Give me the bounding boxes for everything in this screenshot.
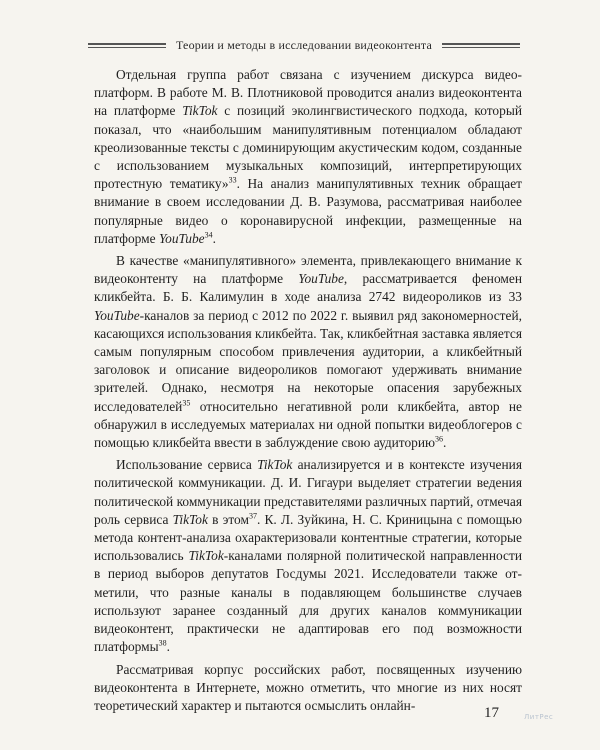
- paragraph: [94, 456, 522, 656]
- running-head: [88, 38, 520, 53]
- text-run: Использование сервиса: [116, 457, 258, 473]
- footnote-ref: 38: [158, 638, 167, 648]
- text-run: -каналов за период с 2012 по 2022 г. выявил ряд закономерностей, касающихся использования кликбейта. Так, кликбейтная заставка является самым популярным способом привлечения аудитории, а кликбейтный заголовок и описание видеороликов помогают удерживать внимание зрителей. Однако, несмотря на некоторые опасения зарубежных исследователей: [94, 307, 522, 414]
- header-rule-left: [88, 43, 166, 48]
- footnote-ref: 37: [248, 511, 257, 521]
- text-run: -каналами полярной политической направленности в период выборов депутатов Госдумы 2021. Исследователи также отметили, что разные каналы в подавляющем большинстве случаев используют заранее созданный для других каналов коммуникации видеоконтент, практически не адаптировав его под возможности платформы: [94, 548, 523, 655]
- page-number: 17: [484, 705, 499, 721]
- italic-term: TikTok: [257, 457, 293, 473]
- footnote-ref: 35: [182, 398, 191, 408]
- text-run: В качестве «манипулятивного» элемента, привлекающего внимание к видеоконтенту на платформе: [94, 253, 522, 287]
- text-run: в этом: [207, 511, 249, 527]
- header-rule-right: [442, 43, 520, 48]
- body-text: [94, 66, 522, 719]
- text-run: анализируется и в контексте изучения политической коммуникации. Д. И. Гигаури выделяет стратегии ведения политической коммуникации представителями различных партий, отмечая роль сервиса: [94, 457, 522, 527]
- text-run: .: [212, 230, 216, 246]
- footnote-ref: 34: [204, 230, 213, 240]
- text-run: .: [443, 435, 447, 451]
- text-run: с позиций эколингвистического подхода, который показал, что «наибольшим манипулятивным потенциалом обладают креолизованные тексты с доминирующим акустическим кодом, созданные с использованием музыкальных композиций, интерпретирующих протестную тематику»: [94, 103, 522, 192]
- italic-term: TikTok: [182, 103, 218, 119]
- watermark-logo: ЛитРес: [524, 713, 554, 721]
- text-run: Рассматривая корпус российских работ, посвященных изучению видеоконтента в Интернете, можно отметить, что многие из них носят теоретический характер и пытаются осмыслить онлайн-: [94, 661, 522, 713]
- text-run: . К. Л. Зуйкина, Н. С. Криницына с помощью метода контент-анализа охарактеризовали контентные стратегии, которые использовались: [94, 511, 523, 564]
- text-run: Отдельная группа работ связана с изучением дискурса видеоплатформ. В работе М. В. Плотниковой проводится анализ видеоконтента на платформе: [94, 67, 522, 119]
- paragraph: [94, 252, 522, 452]
- paragraph: [94, 661, 522, 716]
- footnote-ref: 33: [228, 175, 237, 185]
- text-run: , рассматривается феномен кликбейта. Б. Б. Калимулин в ходе анализа 2742 видеороликов из 33: [94, 271, 522, 305]
- paragraph: [94, 66, 522, 248]
- italic-term: TikTok: [188, 548, 224, 564]
- text-run: .: [166, 639, 170, 655]
- italic-term: YouTube: [94, 307, 140, 323]
- footnote-ref: 36: [435, 434, 444, 444]
- italic-term: YouTube: [158, 230, 205, 246]
- text-run: относительно негативной роли кликбейта, автор не обнаружил в исследуемых материалах ни одной попытки видеоблогеров с помощью кликбейта ввести в заблуждение свою аудиторию: [94, 398, 522, 451]
- text-run: . На анализ манипулятивных техник обращает внимание в своем исследовании Д. В. Разумова, рассматривая наиболее популярные видео о коронавирусной инфекции, размещенные на платформе: [94, 176, 522, 246]
- italic-term: YouTube: [298, 271, 344, 287]
- running-title: Теории и методы в исследовании видеоконтента: [175, 38, 433, 52]
- italic-term: TikTok: [172, 511, 208, 527]
